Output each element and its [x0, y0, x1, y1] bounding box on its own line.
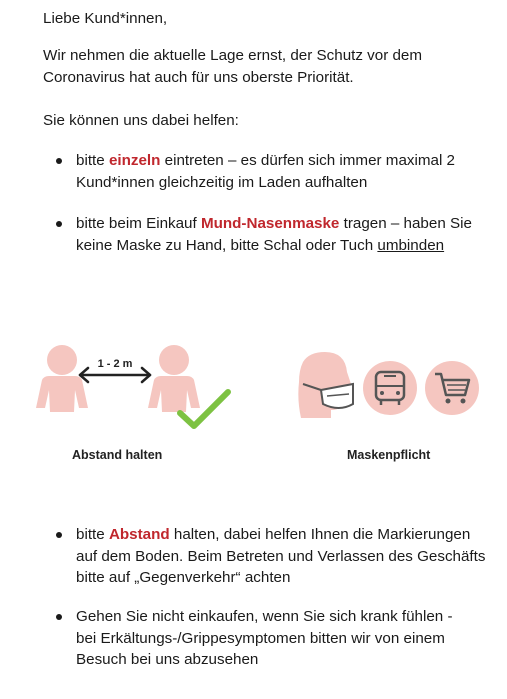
- bullet-1-line-1: bitte einzeln eintreten – es dürfen sich immer maximal 2: [76, 152, 456, 169]
- bullet-4-line-1: Gehen Sie nicht einkaufen, wenn Sie sich krank fühlen -: [76, 608, 453, 625]
- double-arrow-icon: [80, 368, 150, 382]
- person-left-icon: [36, 345, 88, 412]
- caption-distance: Abstand halten: [72, 448, 163, 462]
- highlight-abstand: Abstand: [108, 526, 170, 543]
- bullet-marker: [56, 532, 62, 538]
- intro-line-1: Wir nehmen die aktuelle Lage ernst, der Schutz vor dem: [43, 47, 423, 64]
- highlight-einzeln: einzeln: [108, 152, 161, 169]
- caption-mask: Maskenpflicht: [347, 448, 431, 462]
- help-intro: Sie können uns dabei helfen:: [43, 112, 239, 129]
- bullet-1-line-2: Kund*innen gleichzeitig im Laden aufhalten: [76, 174, 368, 191]
- bullet-2-line-2: keine Maske zu Hand, bitte Schal oder Tuch umbinden: [76, 237, 445, 254]
- bullet-4-line-3: Besuch bei uns abzusehen: [76, 651, 259, 668]
- greeting: Liebe Kund*innen,: [43, 10, 168, 27]
- underlined-umbinden: umbinden: [377, 237, 445, 254]
- bullet-3-line-3: bitte auf „Gegenverkehr“ achten: [76, 569, 291, 586]
- distance-pictogram: [22, 342, 237, 432]
- bullet-3-line-2: auf dem Boden. Beim Betreten und Verlassen des Geschäfts: [76, 548, 486, 565]
- bullet-marker: [56, 221, 62, 227]
- distance-label: 1 - 2 m: [97, 358, 133, 370]
- bus-icon: [363, 361, 417, 415]
- bullet-2-line-1: bitte beim Einkauf Mund-Nasenmaske tragen – haben Sie: [76, 215, 472, 232]
- masked-face-icon: [298, 352, 353, 418]
- bullet-marker: [56, 158, 62, 164]
- bullet-3-line-1: bitte Abstand halten, dabei helfen Ihnen die Markierungen: [76, 526, 471, 543]
- bullet-4-line-2: bei Erkältungs-/Grippesymptomen bitten wir von einem: [76, 630, 445, 647]
- mask-pictogram: [295, 348, 485, 428]
- intro-line-2: Coronavirus hat auch für uns oberste Priorität.: [43, 69, 354, 86]
- person-right-icon: [148, 345, 200, 412]
- bullet-marker: [56, 614, 62, 620]
- checkmark-icon: [180, 392, 228, 426]
- shopping-cart-icon: [425, 361, 479, 415]
- highlight-mund-nasenmaske: Mund-Nasenmaske: [200, 215, 340, 232]
